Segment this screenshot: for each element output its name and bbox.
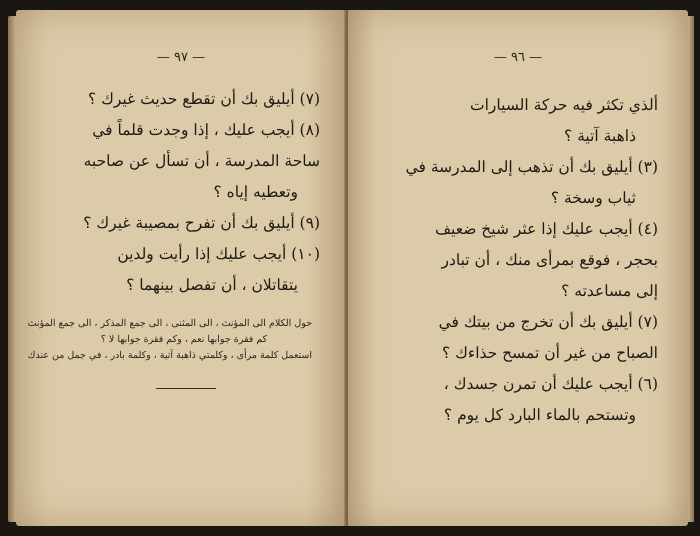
text-line: (٩) أيليق بك أن تفرح بمصيبة غيرك ؟: [83, 214, 320, 232]
end-rule: [156, 388, 216, 389]
right-page-number: — ٩٦ —: [493, 50, 543, 65]
note-line: حول الكلام الى المؤنث ، الى المثنى ، الى جمع المذكر ، الى جمع المؤنث: [27, 318, 312, 329]
text-line: ساحة المدرسة ، أن تسأل عن صاحبه: [83, 152, 320, 170]
text-line: إلى مساعدته ؟: [561, 282, 658, 300]
note-line: استعمل كلمة مرأى ، وكلمتي ذاهبة آتية ، وكلمة بادر ، في جمل من عندك: [27, 350, 312, 361]
text-line: (١٠) أيجب عليك إذا رأيت ولدين: [117, 245, 320, 263]
text-line: ثياب وسخة ؟: [550, 189, 636, 207]
exercise-notes: [27, 316, 312, 364]
text-line: الصباح من غير أن تمسح حذاءك ؟: [442, 344, 658, 362]
right-page: [348, 10, 688, 526]
text-line: (٣) أيليق بك أن تذهب إلى المدرسة في: [405, 158, 658, 176]
text-line: يتقاتلان ، أن تفصل بينهما ؟: [126, 276, 298, 294]
text-line: وتستحم بالماء البارد كل يوم ؟: [443, 406, 636, 424]
text-line: (٨) أيجب عليك ، إذا وجدت قلماً في: [92, 121, 320, 139]
open-book: [8, 10, 692, 526]
left-page-edge: [8, 16, 16, 522]
text-line: (٦) أيجب عليك أن تمرن جسدك ،: [443, 375, 658, 393]
text-line: بحجر ، فوقع بمرأى منك ، أن تبادر: [441, 251, 658, 269]
right-page-text: [370, 90, 658, 431]
left-page: [16, 10, 346, 526]
text-line: وتعطيه إياه ؟: [213, 183, 298, 201]
left-page-number: — ٩٧ —: [156, 50, 206, 65]
left-page-text: [46, 84, 320, 301]
text-line: (٧) أيليق بك أن تقطع حديث غيرك ؟: [87, 90, 320, 108]
text-line: ألذي تكثر فيه حركة السيارات: [470, 96, 658, 114]
right-page-edge: [688, 16, 694, 522]
text-line: ذاهبة آتية ؟: [563, 127, 636, 145]
text-line: (٧) أيليق بك أن تخرج من بيتك في: [438, 313, 658, 331]
note-line: كم فقرة جوابها نعم ، وكم فقرة جوابها لا ؟: [100, 334, 268, 345]
text-line: (٤) أيجب عليك إذا عثر شيخ ضعيف: [435, 220, 658, 238]
